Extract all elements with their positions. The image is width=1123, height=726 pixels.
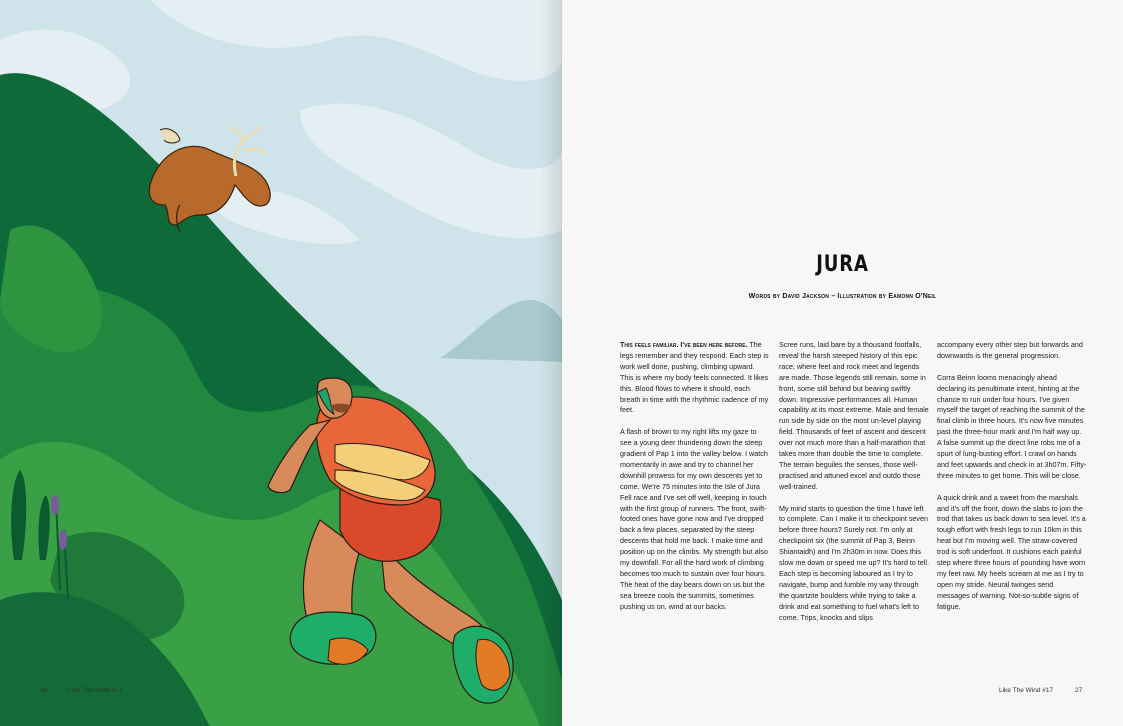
paragraph: A quick drink and a sweet from the marshals and it's off the front, down the slabs to join the trod that takes us back down to sea level. It's a tough effort with fresh legs to run 10km in this heat but I'm moving well. The straw-covered trod is soft underfoot. It cushions each painful step where three hours of pounding have worn my feet raw. My heels scream at me as I try to open my stride. Neural twinges send messages of warning. Not-so-subtle signs of fatigue. [937,492,1086,611]
paragraph: Scree runs, laid bare by a thousand footfalls, reveal the harsh steeped history of this epic race, where feet and rock meet and legends are made. Those legends still remain, some in front, some still behind but bearing swiftly down. Impressive performances all. Human capability at its most extreme. Male and female run side by side on the most un-level playing field. Thousands of feet of ascent and descent over not much more than a half-marathon that takes more than double the time to complete. The terrain beguiles the senses, those well-practised and attuned excel and outdo those well-trained. [779,340,929,491]
paragraph: A flash of brown to my right lifts my gaze to see a young deer thundering down the steep gradient of Pap 1 into the valley below. I watch momentarily in awe and try to channel her downhill prowess for my own descents yet to come. We're 75 minutes into the Isle of Jura Fell race and I've set off well, keeping in touch with the first group of runners. The front, swift-footed ones have gone now and I've dropped back a few places, separated by the steep descents that hold me back. I make time and position up on the climbs. My strength but also my downfall. For all the hard work of climbing becomes too much to sustain over four hours. The heat of the day bears down on us but the sea breeze cools the summits, sometimes pushing us on, wind at our backs. [620,427,768,611]
paragraph: This feels familiar. I've been here before. The legs remember and they respond. Each step is work well done, pushing, climbing upward. This is where my body feels connected. It likes this. Blood flows to where it should, each breath in time with the rhythmic cadence of my feet. [620,340,769,415]
left-magazine-name: Like The Wind #17 [68,687,123,694]
paragraph: Corra Beinn looms menacingly ahead declaring its penultimate intent, hinting at the chance to run under four hours. I've given myself the target of reaching the summit of the final climb in three hours. It's now five minutes past the three-hour mark and I'm half way up. A false summit up the direct line robs me of a spurt of lung-busting effort. I crawl on hands and feet upwards and check in at 3h07m. Fifty-three minutes to get home. This will be close. [937,372,1087,480]
paragraph: My mind starts to question the time I have left to complete. Can I make it to checkpoint seven before three hours? Surely not. I'm only at checkpoint six (the summit of Pap 3, Beinn Shiantaidh) and I'm 2h30m in now. Does this slow me down or speed me up? It's hard to tell. Each step is becoming laboured as I try to navigate, bump and fumble my way through the quartzite boulders while trying to take a drink and eat something to fuel what's left to come. Trips, knocks and slips [779,503,929,622]
left-page-number: 26 [40,687,48,694]
right-page-number: 27 [1075,687,1083,694]
article-byline: Words by David Jackson – Illustration by Eamonn O'Neil [748,293,937,300]
text-column-1 [620,340,770,624]
right-magazine-name: Like The Wind #17 [999,687,1054,694]
text-column-2 [779,340,929,634]
lavender-flower [51,495,59,515]
lead-in: This feels familiar. I've been here before. [620,340,748,349]
article-title: JURA [816,252,869,277]
right-page-text [562,0,1123,726]
lavender-flower [59,530,67,550]
text-column-3 [937,340,1087,624]
paragraph: accompany every other step but forwards and downwards is the general progression. [937,340,1083,360]
